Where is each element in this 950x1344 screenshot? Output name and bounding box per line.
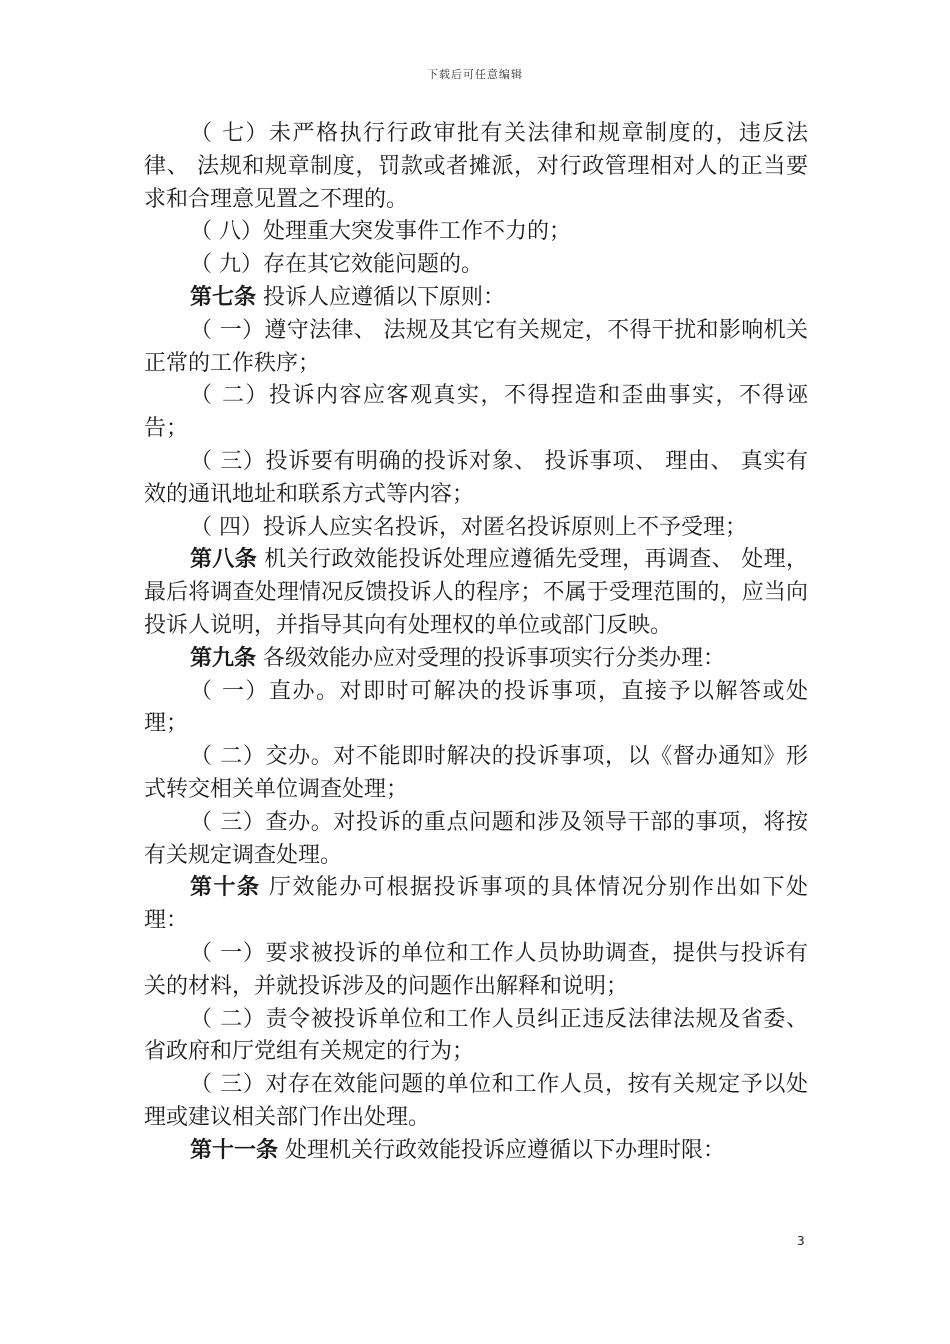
paragraph-text: （ 八）处理重大突发事件工作不力的； <box>190 219 571 245</box>
paragraph <box>144 938 808 1004</box>
paragraph <box>144 1069 808 1135</box>
paragraph-text: （ 二）交办。对不能即时解决的投诉事项，以《督办通知》形式转交相关单位调查处理； <box>144 744 808 802</box>
paragraph <box>144 512 808 545</box>
paragraph <box>144 380 808 446</box>
paragraph-text: （ 四）投诉人应实名投诉，对匿名投诉原则上不予受理； <box>190 514 747 540</box>
paragraph <box>144 741 808 807</box>
paragraph <box>144 216 808 249</box>
paragraph-text: 机关行政效能投诉处理应遵循先受理，再调查、 处理，最后将调查处理情况反馈投诉人的程序；不属于受理范围的，应当向投诉人说明，并指导其向有处理权的单位或部门反映。 <box>144 547 808 638</box>
paragraph-text: （ 三）投诉要有明确的投诉对象、 投诉事项、 理由、 真实有效的通讯地址和联系方式等内容； <box>144 448 808 507</box>
paragraph-text: （ 七）未严格执行行政审批有关法律和规章制度的，违反法律、 法规和规章制度，罚款或者摊派，对行政管理相对人的正当要求和合理意见置之不理的。 <box>144 121 808 212</box>
article-number: 第九条 <box>190 645 257 671</box>
paragraph <box>144 446 808 512</box>
paragraph <box>144 544 808 642</box>
paragraph-text: （ 二）投诉内容应客观真实，不得捏造和歪曲事实，不得诬告； <box>144 383 808 442</box>
paragraph <box>144 643 808 676</box>
paragraph-text: 投诉人应遵循以下原则： <box>256 284 506 310</box>
paragraph-text: （ 三）对存在效能问题的单位和工作人员，按有关规定予以处理或建议相关部门作出处理。 <box>144 1072 808 1130</box>
paragraph-text: （ 三）查办。对投诉的重点问题和涉及领导干部的事项，将按有关规定调查处理。 <box>144 809 808 868</box>
paragraph <box>144 807 808 873</box>
paragraph-text: （ 一）直办。对即时可解决的投诉事项，直接予以解答或处理； <box>144 678 808 737</box>
paragraph-text: 处理机关行政效能投诉应遵循以下办理时限： <box>278 1137 726 1163</box>
paragraph-text: （ 一）要求被投诉的单位和工作人员协助调查，提供与投诉有关的材料，并就投诉涉及的问题作出解释和说明； <box>144 940 808 999</box>
paragraph-text: （ 一）遵守法律、 法规及其它有关规定，不得干扰和影响机关正常的工作秩序； <box>144 317 808 376</box>
article-number: 第七条 <box>190 284 257 310</box>
page-header: 下载后可任意编辑 <box>427 68 523 81</box>
paragraph <box>144 1004 808 1070</box>
paragraph <box>144 1135 808 1168</box>
paragraph-text: 各级效能办应对受理的投诉事项实行分类办理： <box>256 645 726 671</box>
paragraph <box>144 872 808 938</box>
paragraph-text: （ 九）存在其它效能问题的。 <box>190 252 483 278</box>
page-number: 3 <box>797 1234 805 1248</box>
paragraph <box>144 118 808 216</box>
document-body <box>144 118 808 1168</box>
paragraph-text: （ 二）责令被投诉单位和工作人员纠正违反法律法规及省委、 省政府和厅党组有关规定的行为； <box>144 1006 808 1065</box>
article-number: 第十一条 <box>190 1137 279 1163</box>
paragraph <box>144 282 808 315</box>
paragraph-text: 厅效能办可根据投诉事项的具体情况分别作出如下处理： <box>144 875 808 934</box>
paragraph <box>144 676 808 742</box>
paragraph <box>144 249 808 282</box>
article-number: 第八条 <box>190 547 258 573</box>
article-number: 第十条 <box>190 875 261 901</box>
paragraph <box>144 315 808 381</box>
